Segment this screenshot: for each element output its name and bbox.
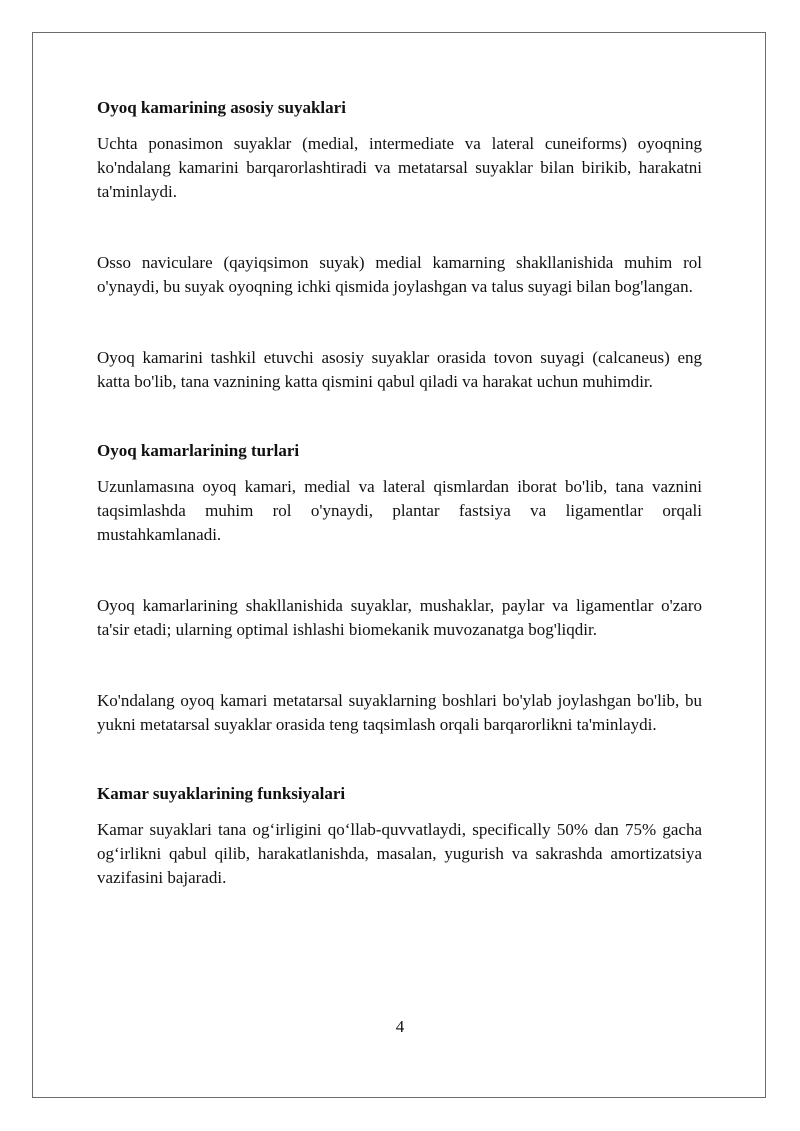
section-heading: Oyoq kamarlarining turlari (97, 441, 300, 460)
paragraph: Uchta ponasimon suyaklar (medial, intermediate va lateral cuneiforms) oyoqning ko'ndalang kamarini barqarorlashtiradi va metatarsal suyaklar bilan birikib, harakatni ta'minlaydi. (97, 134, 702, 201)
section-functions (97, 782, 702, 890)
paragraph: Osso naviculare (qayiqsimon suyak) medial kamarning shakllanishida muhim rol o'ynaydi, bu suyak oyoqning ichki qismida joylashgan va talus suyagi bilan bog'langan. (97, 253, 702, 296)
paragraph: Uzunlamasına oyoq kamari, medial va lateral qismlardan iborat bo'lib, tana vaznini taqsimlashda muhim rol o'ynaydi, plantar fastsiya va ligamentlar orqali mustahkamlanadi. (97, 477, 702, 544)
section-heading: Kamar suyaklarining funksiyalari (97, 784, 346, 803)
paragraph: Kamar suyaklari tana og‘irligini qo‘llab-quvvatlaydi, specifically 50% dan 75% gacha og‘irlikni qabul qilib, harakatlanishda, masalan, yugurish va sakrashda amortizatsiya vazifasini bajaradi. (97, 820, 702, 887)
document-body (97, 96, 702, 890)
page-number: 4 (395, 1017, 405, 1036)
paragraph: Oyoq kamarini tashkil etuvchi asosiy suyaklar orasida tovon suyagi (calcaneus) eng katta bo'lib, tana vaznining katta qismini qabul qiladi va harakat uchun muhimdir. (97, 348, 702, 391)
paragraph: Ko'ndalang oyoq kamari metatarsal suyaklarning boshlari bo'ylab joylashgan bo'lib, bu yukni metatarsal suyaklar orasida teng taqsimlash orqali barqarorlikni ta'minlaydi. (97, 691, 702, 734)
section-main-bones (97, 96, 702, 394)
paragraph: Oyoq kamarlarining shakllanishida suyaklar, mushaklar, paylar va ligamentlar o'zaro ta'sir etadi; ularning optimal ishlashi biomekanik muvozanatga bog'liqdir. (97, 596, 702, 639)
section-arch-types (97, 439, 702, 737)
section-heading: Oyoq kamarining asosiy suyaklari (97, 98, 346, 117)
